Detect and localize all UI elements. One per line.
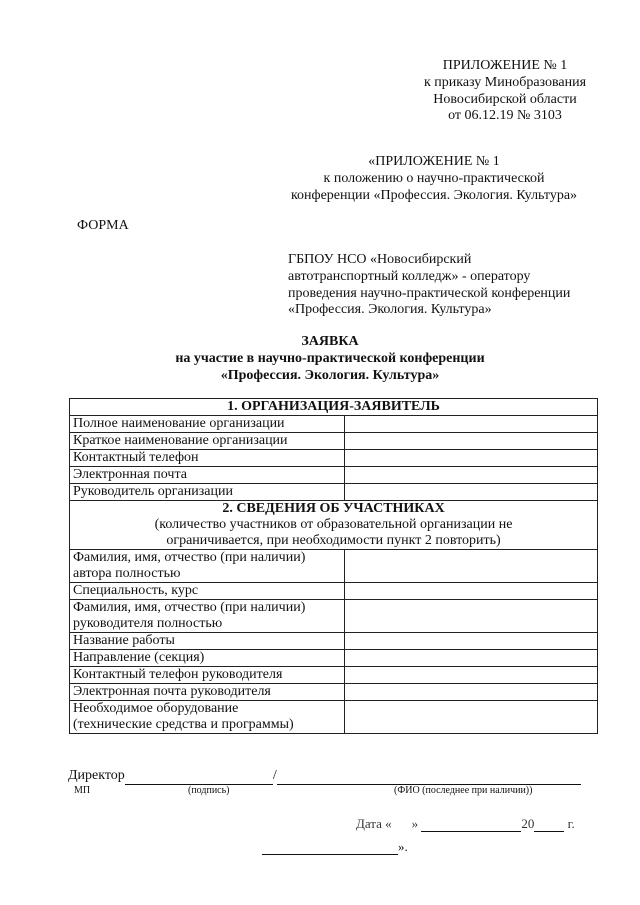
row-label: Специальность, курс <box>70 583 345 600</box>
mp-label: МП <box>74 784 91 796</box>
section-1-header: 1. ОРГАНИЗАЦИЯ-ЗАЯВИТЕЛЬ <box>70 399 598 416</box>
title-line-3: «Профессия. Экология. Культура» <box>220 367 440 383</box>
row-value-field[interactable] <box>345 701 598 734</box>
row-label: Электронная почта руководителя <box>70 684 345 701</box>
table-row <box>70 667 598 684</box>
row-label: Контактный телефон <box>70 450 345 467</box>
day-field[interactable] <box>392 818 412 832</box>
appendix-2-line-1: «ПРИЛОЖЕНИЕ № 1 <box>368 154 500 169</box>
row-label: Руководитель организации <box>70 484 345 501</box>
row-value-field[interactable] <box>345 633 598 650</box>
table-row <box>70 433 598 450</box>
section-2-title: 2. СВЕДЕНИЯ ОБ УЧАСТНИКАХ <box>222 501 445 516</box>
recipient-line-2: автотранспортный колледж» - оператору <box>288 268 531 284</box>
row-label: Направление (секция) <box>70 650 345 667</box>
row-label <box>70 550 345 583</box>
section-2-header-row <box>70 501 598 550</box>
recipient-line-4: «Профессия. Экология. Культура» <box>288 302 492 318</box>
recipient-block <box>288 252 608 319</box>
document-title <box>120 334 540 384</box>
row-value-field[interactable] <box>345 684 598 701</box>
row-value-field[interactable] <box>345 467 598 484</box>
closing-field[interactable] <box>262 840 398 855</box>
signature-block <box>68 768 608 799</box>
section-2-header <box>70 501 598 550</box>
table-row <box>70 416 598 433</box>
table-row <box>70 633 598 650</box>
row-label: Полное наименование организации <box>70 416 345 433</box>
appendix-1-line-3: Новосибирской области <box>433 91 577 107</box>
table-row <box>70 550 598 583</box>
appendix-2-header <box>278 154 590 204</box>
date-quote-close: » <box>411 816 419 831</box>
recipient-line-1: ГБПОУ НСО «Новосибирский <box>288 252 472 267</box>
signature-field[interactable] <box>125 770 273 785</box>
year-prefix: 20 <box>521 816 535 831</box>
appendix-2-line-2: к положению о научно-практической <box>323 170 545 186</box>
appendix-1-line-2: к приказу Минобразования <box>423 74 587 90</box>
table-row <box>70 484 598 501</box>
row-label <box>70 600 345 633</box>
director-name-field[interactable] <box>277 770 581 785</box>
fio-caption: (ФИО (последнее при наличии)) <box>394 784 533 796</box>
row-value-field[interactable] <box>345 433 598 450</box>
row-value-field[interactable] <box>345 416 598 433</box>
row-label <box>70 701 345 734</box>
table-row <box>70 650 598 667</box>
closing-row <box>262 839 408 855</box>
section-2-note-line-1: (количество участников от образовательной организации не <box>154 517 513 532</box>
row-label-line: руководителя полностью <box>73 616 223 631</box>
row-value-field[interactable] <box>345 550 598 583</box>
year-field[interactable] <box>534 817 564 832</box>
title-line-2: на участие в научно-практической конференции <box>175 350 485 366</box>
table-row <box>70 684 598 701</box>
month-field[interactable] <box>421 817 521 832</box>
row-label: Краткое наименование организации <box>70 433 345 450</box>
date-row <box>356 816 616 832</box>
row-label: Электронная почта <box>70 467 345 484</box>
appendix-1-header <box>405 58 605 125</box>
row-label: Название работы <box>70 633 345 650</box>
director-label: Директор <box>68 768 125 783</box>
table-row <box>70 467 598 484</box>
appendix-1-line-1: ПРИЛОЖЕНИЕ № 1 <box>442 58 568 73</box>
table-row <box>70 583 598 600</box>
row-label-line: (технические средства и программы) <box>73 717 294 732</box>
row-label-line: Необходимое оборудование <box>73 701 239 716</box>
row-value-field[interactable] <box>345 583 598 600</box>
date-prefix: Дата « <box>356 816 392 831</box>
row-value-field[interactable] <box>345 650 598 667</box>
recipient-line-3: проведения научно-практической конференции <box>288 285 571 301</box>
slash-separator: / <box>272 768 277 783</box>
table-row <box>70 450 598 467</box>
appendix-2-line-3: конференции «Профессия. Экология. Культура» <box>290 187 578 203</box>
row-label: Контактный телефон руководителя <box>70 667 345 684</box>
title-line-1: ЗАЯВКА <box>301 334 359 349</box>
signature-caption: (подпись) <box>188 784 230 796</box>
table-row <box>70 701 598 734</box>
table-row <box>70 600 598 633</box>
row-label-line: Фамилия, имя, отчество (при наличии) <box>73 550 306 565</box>
row-value-field[interactable] <box>345 450 598 467</box>
section-2-note-line-2: ограничивается, при необходимости пункт 2 повторить) <box>166 533 501 548</box>
signature-captions <box>68 785 608 799</box>
year-suffix: г. <box>567 816 575 831</box>
section-1-header-row <box>70 399 598 416</box>
application-table <box>69 398 598 734</box>
row-label-line: автора полностью <box>73 566 181 581</box>
row-value-field[interactable] <box>345 484 598 501</box>
appendix-1-line-4: от 06.12.19 № 3103 <box>448 108 562 124</box>
form-label: ФОРМА <box>77 218 129 233</box>
row-value-field[interactable] <box>345 600 598 633</box>
closing-mark: ». <box>398 839 408 854</box>
signature-line-row <box>68 768 608 785</box>
row-label-line: Фамилия, имя, отчество (при наличии) <box>73 600 306 615</box>
row-value-field[interactable] <box>345 667 598 684</box>
